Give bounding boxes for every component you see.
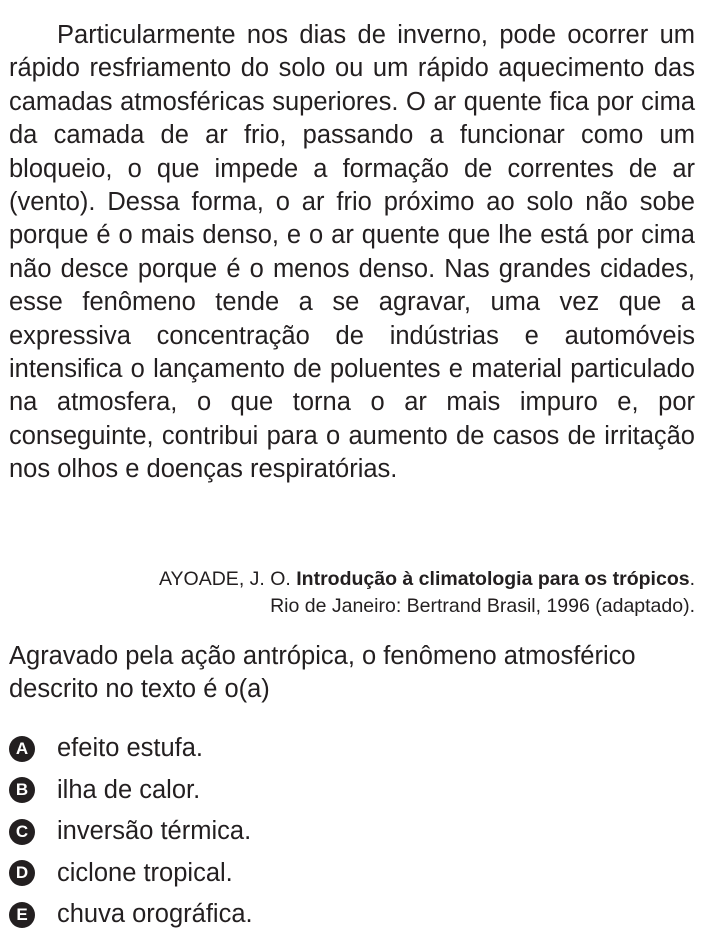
option-d-badge-icon[interactable]: D (9, 860, 35, 886)
option-e[interactable] (9, 894, 695, 936)
citation-title: Introdução à climatologia para os trópicos (296, 568, 690, 590)
citation (159, 566, 695, 620)
option-e-badge-icon[interactable]: E (9, 902, 35, 928)
option-b-text: ilha de calor. (57, 775, 201, 804)
answer-options (9, 728, 695, 936)
option-d-text: ciclone tropical. (57, 858, 233, 887)
option-e-text: chuva orográfica. (57, 900, 253, 929)
option-b-badge-icon[interactable]: B (9, 777, 35, 803)
citation-line-1 (159, 566, 695, 593)
citation-publisher: Rio de Janeiro: Bertrand Brasil, 1996 (adaptado). (270, 595, 695, 617)
option-a[interactable] (9, 728, 695, 770)
option-a-badge-icon[interactable]: A (9, 736, 35, 762)
option-a-text: efeito estufa. (57, 734, 204, 763)
passage-text: Particularmente nos dias de inverno, pode ocorrer um rápido resfriamento do solo ou um rápido aquecimento das camadas atmosféricas superiores. O ar quente fica por cima da camada de ar frio, passando a funcionar como um bloqueio, o que impede a formação de correntes de ar (vento). Dessa forma, o ar frio próximo ao solo não sobe porque é o mais denso, e o ar quente que lhe está por cima não desce porque é o menos denso. Nas grandes cidades, esse fenômeno tende a se agravar, uma vez que a expressiva concentração de indústrias e automóveis intensifica o lançamento de poluentes e material particulado na atmosfera, o que torna o ar mais impuro e, por conseguinte, contribui para o aumento de casos de irritação nos olhos e doenças respiratórias. (9, 21, 695, 484)
citation-title-end: . (689, 568, 695, 590)
citation-author: AYOADE, J. O. (158, 568, 297, 590)
option-c-text: inversão térmica. (57, 817, 252, 846)
option-b[interactable] (9, 770, 695, 812)
question-stem: Agravado pela ação antrópica, o fenômeno atmosférico descrito no texto é o(a) (9, 642, 636, 704)
option-c-badge-icon[interactable]: C (9, 819, 35, 845)
option-c[interactable] (9, 811, 695, 853)
option-d[interactable] (9, 853, 695, 895)
